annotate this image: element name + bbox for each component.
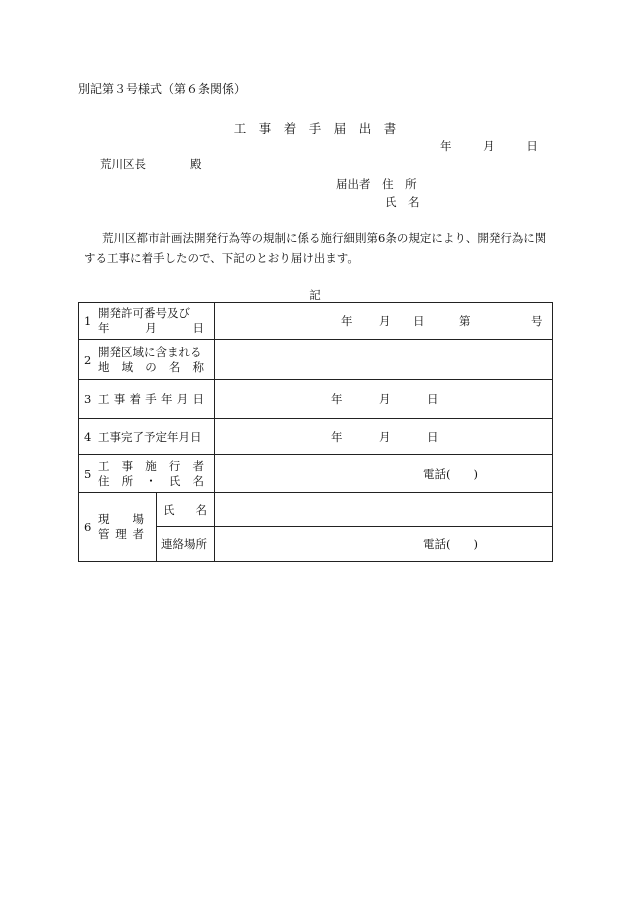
- label-char: 現: [98, 512, 110, 526]
- name-label-text: [163, 502, 207, 518]
- label-char: 日: [192, 321, 204, 335]
- label-char: 住: [98, 473, 110, 488]
- value-go: 号: [531, 314, 543, 328]
- row1-label-line2: [98, 321, 204, 336]
- row2-label-line1: 開発区域に含まれる: [98, 344, 202, 359]
- value-year: 年: [331, 392, 343, 406]
- form-number-label: 別記第３号様式（第６条関係）: [78, 82, 247, 96]
- label-char: の: [145, 359, 157, 374]
- label-char: 理: [115, 527, 127, 541]
- row2-value-cell[interactable]: [215, 340, 553, 380]
- label-char: 名: [192, 473, 204, 488]
- row6-label-line2: [98, 527, 144, 542]
- row5-label: [79, 455, 215, 493]
- label-char: 域: [121, 359, 134, 374]
- label-char: 地: [98, 359, 110, 374]
- row6-name-label: [157, 493, 215, 527]
- label-char: 工: [98, 392, 110, 406]
- row5-label-line2: [98, 474, 204, 489]
- row2-label-line2: [98, 360, 204, 375]
- phone-label: 電話( ): [423, 466, 478, 481]
- row-number: 1: [84, 314, 92, 328]
- value-day: 日: [427, 429, 439, 444]
- contact-label-text: 連絡場所: [161, 537, 207, 551]
- label-char: 管: [98, 527, 110, 541]
- label-char: 所: [121, 473, 134, 488]
- row1-label: [79, 303, 215, 340]
- label-char: 着: [129, 392, 141, 406]
- value-month: 月: [379, 392, 391, 406]
- label-char: 事: [113, 392, 126, 406]
- row4-value-cell[interactable]: [215, 419, 553, 455]
- label-char: 施: [145, 458, 157, 473]
- date-month: 月: [483, 139, 495, 153]
- row5-value-cell[interactable]: [215, 455, 553, 493]
- row-number: 3: [84, 392, 92, 406]
- label-char: 者: [132, 527, 144, 541]
- value-month: 月: [379, 314, 391, 328]
- value-dai: 第: [459, 314, 471, 328]
- date-day: 日: [526, 139, 538, 153]
- value-month: 月: [379, 429, 391, 444]
- phone-label: 電話( ): [423, 537, 478, 551]
- value-day: 日: [427, 392, 439, 406]
- date-year: 年: [440, 139, 452, 153]
- value-year: 年: [341, 314, 353, 328]
- applicant-address: [336, 176, 417, 192]
- address-label: 住 所: [382, 177, 417, 191]
- label-char: 名: [195, 502, 207, 517]
- table-row: [79, 419, 553, 455]
- row1-value-cell[interactable]: [215, 303, 553, 340]
- value-year: 年: [331, 429, 343, 444]
- row3-value-cell[interactable]: [215, 380, 553, 419]
- row4-label-text: 工事完了予定年月日: [98, 429, 202, 444]
- row6-label-line1: [98, 512, 144, 527]
- row6-name-value-cell[interactable]: [215, 493, 553, 527]
- label-char: 氏: [163, 502, 175, 517]
- label-char: 者: [192, 458, 204, 473]
- table-row: [79, 380, 553, 419]
- body-text: 荒川区都市計画法開発行為等の規制に係る施行細則第6条の規定により、開発行為に関する工事に着手したので、下記のとおり届け出ます。: [84, 231, 547, 265]
- row3-label-text: [98, 391, 204, 407]
- addressee: [100, 156, 202, 172]
- row-number: 5: [84, 466, 92, 481]
- applicant-label: 届出者: [336, 177, 371, 191]
- table-row: [79, 303, 553, 340]
- applicant-name: 氏 名: [385, 195, 420, 209]
- addressee-name: 荒川区長: [100, 157, 146, 171]
- table-row: [79, 455, 553, 493]
- submission-date: [440, 138, 538, 154]
- row-number: 6: [84, 520, 92, 534]
- row6-contact-value-cell[interactable]: [215, 527, 553, 562]
- addressee-suffix: 殿: [190, 157, 202, 171]
- row6-label: [79, 493, 157, 562]
- table-row: [79, 493, 553, 527]
- row5-label-line1: [98, 459, 204, 474]
- row4-label: [79, 419, 215, 455]
- label-char: 称: [192, 359, 204, 374]
- row2-label: [79, 340, 215, 380]
- label-char: 月: [176, 392, 189, 406]
- table-row: [79, 340, 553, 380]
- label-char: 日: [192, 392, 204, 406]
- label-char: 年: [98, 321, 110, 335]
- label-char: 月: [145, 321, 157, 335]
- label-char: 行: [168, 458, 181, 473]
- row1-label-line1: 開発許可番号及び: [98, 306, 190, 320]
- label-char: ・: [145, 473, 157, 488]
- label-char: 年: [161, 392, 173, 406]
- document-title: 工 事 着 手 届 出 書: [233, 121, 397, 136]
- label-char: 手: [145, 392, 157, 406]
- ki-heading: 記: [309, 288, 321, 302]
- value-day: 日: [413, 314, 425, 328]
- label-char: 工: [98, 458, 110, 473]
- label-char: 名: [168, 359, 181, 374]
- label-char: 氏: [168, 473, 181, 488]
- label-char: 事: [121, 458, 134, 473]
- row-number: 2: [84, 352, 92, 367]
- label-char: 場: [132, 512, 144, 526]
- row3-label: [79, 380, 215, 419]
- row6-contact-label: [157, 527, 215, 562]
- form-table: [78, 302, 553, 562]
- row-number: 4: [84, 429, 92, 444]
